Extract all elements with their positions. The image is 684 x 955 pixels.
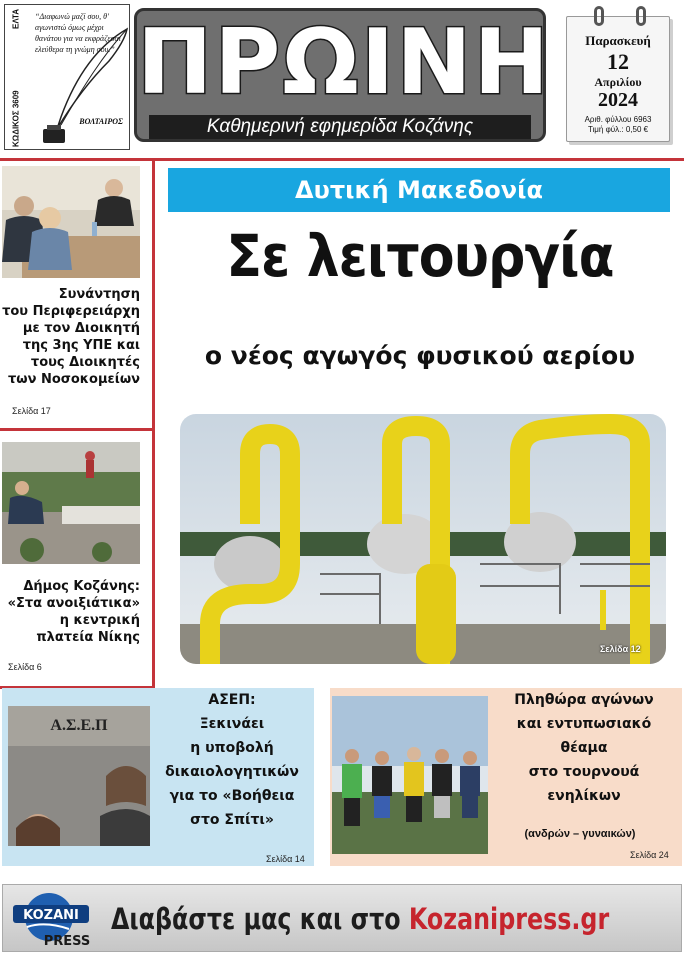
headline-line: ενηλίκων (547, 788, 621, 804)
masthead-divider (0, 158, 684, 161)
masthead (0, 0, 684, 158)
date-calendar (560, 6, 676, 144)
headline-line: με τον Διοικητή (22, 321, 140, 336)
issue-price: Τιμή φύλ.: 0,50 € (587, 125, 649, 134)
page-reference: Σελίδα 17 (12, 406, 51, 416)
sidebar-story-divider (0, 428, 155, 431)
headline-line: και εντυπωσιακό (516, 716, 652, 732)
headline-line: στο Σπίτι» (190, 812, 274, 828)
headline-line: Ξεκινάει (199, 716, 265, 732)
banner-site-link[interactable]: Kozanipress.gr (408, 902, 610, 936)
tournament-photo (332, 696, 488, 854)
headline-line: η κεντρική (59, 613, 140, 628)
title-box (134, 8, 551, 142)
square-photo (2, 442, 140, 564)
kozanipress-logo-icon (7, 891, 103, 947)
pipeline-illustration (180, 414, 666, 664)
main-subheadline: ο νέος αγωγός φυσικού αερίου (204, 341, 636, 370)
headline-line: Δήμος Κοζάνης: (23, 579, 140, 594)
headline-line: πλατεία Νίκης (36, 630, 140, 645)
pipeline-photo (180, 414, 666, 664)
headline-line: «Στα ανοιξιάτικα» (7, 596, 140, 611)
headline-line: θέαμα (560, 740, 608, 756)
asep-story[interactable] (2, 688, 314, 866)
banner-text[interactable] (111, 889, 610, 949)
banner-text-prefix: Διαβάστε μας και στο (111, 902, 401, 936)
side-elta-text: ΕΛΤΑ (11, 9, 21, 30)
headline-line: η υποβολή (190, 740, 274, 756)
sidebar-divider (152, 161, 155, 689)
side-code-text: ΚΩΔΙΚΟΣ 3609 (11, 90, 21, 147)
headline-line: του Περιφερειάρχη (2, 304, 140, 319)
issue-number: Αριθ. φύλλου 6963 (584, 115, 652, 124)
page-reference: Σελίδα 14 (266, 854, 305, 864)
tournament-note: (ανδρών – γυναικών) (524, 828, 636, 840)
kozanipress-banner[interactable] (2, 884, 682, 952)
headline-line: ΑΣΕΠ: (208, 692, 256, 708)
sidebar-headline (2, 286, 140, 388)
headline-line: της 3ης ΥΠΕ και (22, 338, 140, 353)
calendar-year: 2024 (598, 89, 638, 111)
headline-line: τους Διοικητές (30, 355, 140, 370)
logo-top-text: KOZANI (23, 908, 79, 923)
calendar-issue (567, 115, 669, 135)
calendar-page (566, 16, 670, 142)
calendar-ring-icon (636, 6, 646, 26)
newspaper-subtitle: Καθημερινή εφημερίδα Κοζάνης (149, 115, 531, 139)
main-kicker: Δυτική Μακεδονία (168, 168, 670, 212)
tournament-story[interactable] (330, 688, 682, 866)
headline-line: Πληθώρα αγώνων (514, 692, 654, 708)
main-headline: Σε λειτουργία (226, 222, 614, 290)
quote-box (4, 4, 130, 150)
logo-bottom-text: PRESS (43, 934, 91, 947)
tournament-headline (486, 688, 682, 808)
asep-headline (152, 688, 312, 832)
newspaper-title: ΠΡΩΙΝΗ (137, 10, 551, 115)
meeting-photo (2, 166, 140, 278)
asep-sign-text: Α.Σ.Ε.Π (50, 717, 108, 734)
calendar-day: Παρασκευή (585, 33, 651, 48)
page-reference: Σελίδα 24 (630, 850, 669, 860)
sidebar-headline (2, 578, 140, 646)
quote-author: ΒΟΛΤΑΙΡΟΣ (79, 117, 123, 126)
page-reference: Σελίδα 6 (8, 662, 42, 672)
calendar-date: 12 (607, 49, 629, 74)
headline-line: δικαιολογητικών (165, 764, 299, 780)
page-reference: Σελίδα 12 (600, 644, 641, 654)
headline-line: για το «Βοήθεια (169, 788, 295, 804)
headline-line: στο τουρνουά (528, 764, 640, 780)
headline-line: των Νοσοκομείων (7, 372, 140, 387)
quote-text: “Διαφωνώ μαζί σου, θ' αγωνιστώ όμως μέχρι θανάτου για να εκφράζεσαι ελεύθερα τη γνώμη σου.” (35, 12, 121, 54)
headline-line: Συνάντηση (58, 287, 140, 302)
calendar-month: Απριλίου (594, 75, 642, 89)
calendar-ring-icon (594, 6, 604, 26)
side-code (7, 9, 25, 147)
asep-photo (8, 706, 150, 846)
